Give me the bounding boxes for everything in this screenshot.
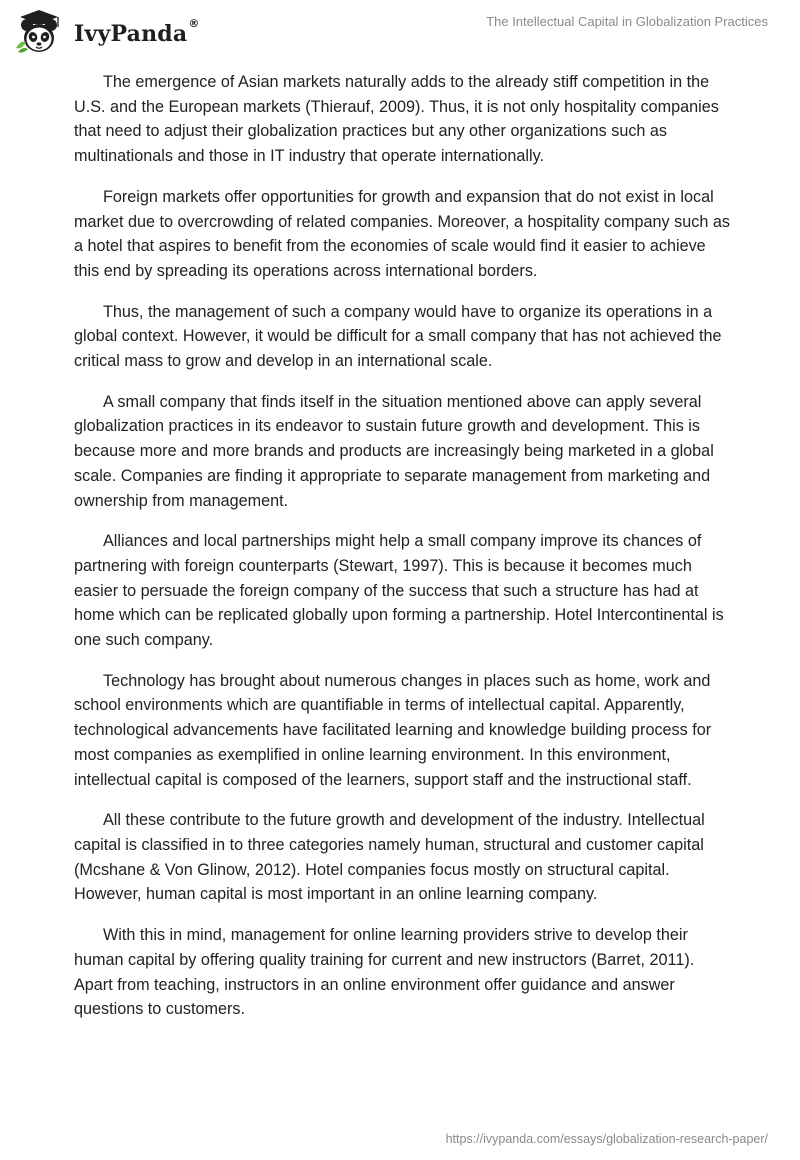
paragraph: With this in mind, management for online learning providers strive to develop their human capital by offering quality training for current and new instructors (Barret, 2011). Apart from teaching, instructors in an online environment offer guidance and answer questions to customers. xyxy=(74,926,695,1019)
paragraph: A small company that finds itself in the situation mentioned above can apply several globalization practices in its endeavor to sustain future growth and development. This is because more and more brands and products are increasingly being marketed in a global scale. Companies are finding it appropriate to separate management from marketing and ownership from management. xyxy=(74,392,714,510)
paragraph: Alliances and local partnerships might help a small company improve its chances of partnering with foreign counterparts (Stewart, 1997). This is because it becomes much easier to persuade the foreign company of the success that such a structure has had at home which can be replicated globally upon forming a partnership. Hotel Intercontinental is one such company. xyxy=(74,532,724,650)
paragraph: Thus, the management of such a company would have to organize its operations in a global context. However, it would be difficult for a small company that has not achieved the critical mass to grow and develop in an international scale. xyxy=(74,302,722,371)
page-header xyxy=(0,0,800,60)
paragraph: All these contribute to the future growth and development of the industry. Intellectual capital is classified in to three categories namely human, structural and customer capital (Mcshane & Von Glinow, 2012). Hotel companies focus mostly on structural capital. However, human capital is most important in an online learning company. xyxy=(74,811,705,904)
logo-text: IvyPanda® xyxy=(74,17,200,47)
panda-graduation-cap-icon xyxy=(14,8,66,56)
paragraph: Technology has brought about numerous changes in places such as home, work and school environments which are quantifiable in terms of intellectual capital. Apparently, technological advancements have facilitated learning and knowledge building process for most companies as exemplified in online learning environment. In this environment, intellectual capital is composed of the learners, support staff and the instructional staff. xyxy=(74,671,712,789)
ivypanda-logo[interactable] xyxy=(14,8,200,56)
essay-body xyxy=(74,70,734,1038)
document-title: The Intellectual Capital in Globalization Practices xyxy=(486,14,768,29)
paragraph: The emergence of Asian markets naturally adds to the already stiff competition in the U.S. and the European markets (Thierauf, 2009). Thus, it is not only hospitality companies that need to adjust their globalization practices but any other organizations such as multinationals and those in IT industry that operate internationally. xyxy=(74,73,719,166)
paragraph: Foreign markets offer opportunities for growth and expansion that do not exist in local market due to overcrowding of related companies. Moreover, a hospitality company such as a hotel that aspires to benefit from the economies of scale would find it easier to achieve this end by spreading its operations across international borders. xyxy=(74,187,730,280)
source-url[interactable]: https://ivypanda.com/essays/globalization-research-paper/ xyxy=(445,1132,768,1146)
